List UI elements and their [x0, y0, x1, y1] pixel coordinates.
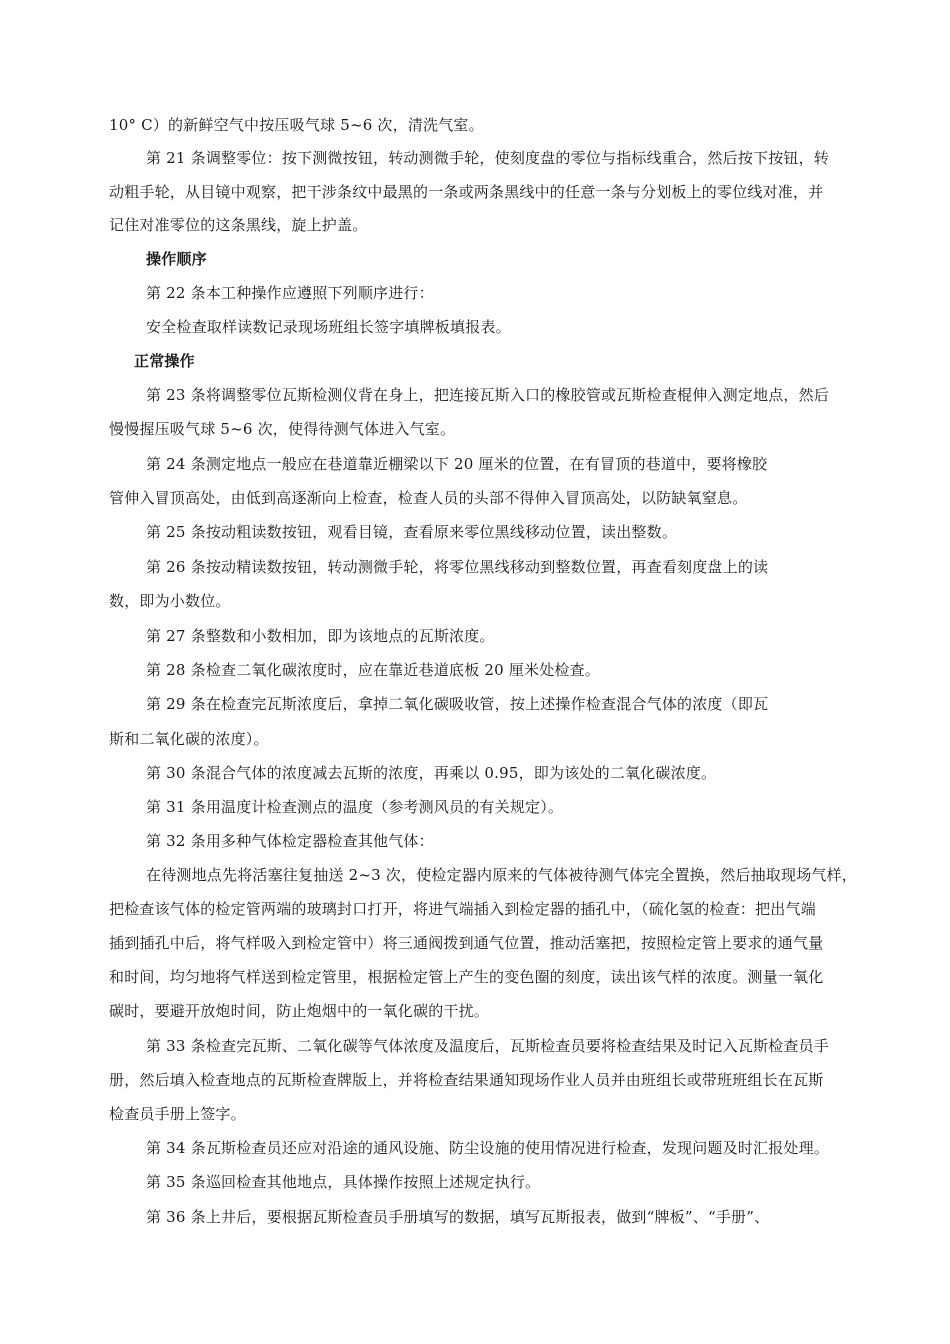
text-line: 10° C）的新鲜空气中按压吸气球 5~6 次，清洗气室。: [109, 116, 484, 134]
text-line: 和时间，均匀地将气样送到检定管里，根据检定管上产生的变色圈的刻度，读出该气样的浓度。测量一氧化: [109, 968, 824, 986]
text-line: 慢慢握压吸气球 5~6 次，使得待测气体进入气室。: [109, 420, 456, 438]
text-line: 第 35 条巡回检查其他地点，具体操作按照上述规定执行。: [146, 1173, 541, 1191]
text-line: 第 30 条混合气体的浓度减去瓦斯的浓度，再乘以 0.95，即为该处的二氧化碳浓度。: [146, 764, 717, 782]
text-line: 检查员手册上签字。: [109, 1105, 246, 1123]
text-line: 第 27 条整数和小数相加，即为该地点的瓦斯浓度。: [146, 627, 495, 645]
text-line: 第 34 条瓦斯检查员还应对沿途的通风设施、防尘设施的使用情况进行检查，发现问题及时汇报处理。: [146, 1139, 830, 1157]
text-line: 第 33 条检查完瓦斯、二氧化碳等气体浓度及温度后，瓦斯检查员要将检查结果及时记入瓦斯检查员手: [146, 1037, 830, 1055]
text-line: 第 22 条本工种操作应遵照下列顺序进行：: [146, 284, 434, 302]
text-line: 把检查该气体的检定管两端的玻璃封口打开，将进气端插入到检定器的插孔中，（硫化氢的检查：把出气端: [109, 900, 816, 918]
text-line: 第 21 条调整零位：按下测微按钮，转动测微手轮，使刻度盘的零位与指标线重合，然后按下按钮，转: [146, 149, 830, 167]
text-line: 第 36 条上井后，要根据瓦斯检查员手册填写的数据，填写瓦斯报表，做到“牌板”、“手册”、: [146, 1208, 770, 1226]
text-line: 第 31 条用温度计检查测点的温度（参考测风员的有关规定）。: [146, 798, 564, 816]
text-line: 第 28 条检查二氧化碳浓度时，应在靠近巷道底板 20 厘米处检查。: [146, 661, 601, 679]
text-line: 动粗手轮，从目镜中观察，把干涉条纹中最黑的一条或两条黑线中的任意一条与分划板上的零位线对准，并: [109, 183, 824, 201]
text-line: 插到插孔中后，将气样吸入到检定管中）将三通阀拨到通气位置，推动活塞把，按照检定管上要求的通气量: [109, 934, 824, 952]
text-line: 第 32 条用多种气体检定器检查其他气体：: [146, 832, 434, 850]
text-line: 记住对准零位的这条黑线，旋上护盖。: [109, 216, 368, 234]
text-line: 管伸入冒顶高处，由低到高逐渐向上检查，检查人员的头部不得伸入冒顶高处，以防缺氧窒息。: [109, 489, 748, 507]
text-line: 第 23 条将调整零位瓦斯检测仪背在身上，把连接瓦斯入口的橡胶管或瓦斯检查棍伸入测定地点，然后: [146, 386, 830, 404]
section-heading: 操作顺序: [146, 250, 207, 268]
text-line: 斯和二氧化碳的浓度）。: [109, 730, 269, 748]
text-line: 第 24 条测定地点一般应在巷道靠近棚梁以下 20 厘米的位置，在有冒顶的巷道中，要将橡胶: [146, 455, 768, 473]
text-line: 第 25 条按动粗读数按钮，观看目镜，查看原来零位黑线移动位置，读出整数。: [146, 523, 678, 541]
text-line: 碳时，要避开放炮时间，防止炮烟中的一氧化碳的干扰。: [109, 1002, 490, 1020]
text-line: 第 29 条在检查完瓦斯浓度后，拿掉二氧化碳吸收管，按上述操作检查混合气体的浓度（即瓦: [146, 695, 769, 713]
section-heading: 正常操作: [134, 352, 195, 370]
text-line: 数，即为小数位。: [109, 592, 231, 610]
text-line: 安全检查取样读数记录现场班组长签字填牌板填报表。: [146, 318, 511, 336]
text-line: 册，然后填入检查地点的瓦斯检查牌版上，并将检查结果通知现场作业人员并由班组长或带班班组长在瓦斯: [109, 1071, 824, 1089]
text-line: 在待测地点先将活塞往复抽送 2~3 次，使检定器内原来的气体被待测气体完全置换，然后抽取现场气样，: [146, 866, 857, 884]
text-line: 第 26 条按动精读数按钮，转动测微手轮，将零位黑线移动到整数位置，再查看刻度盘上的读: [146, 558, 769, 576]
